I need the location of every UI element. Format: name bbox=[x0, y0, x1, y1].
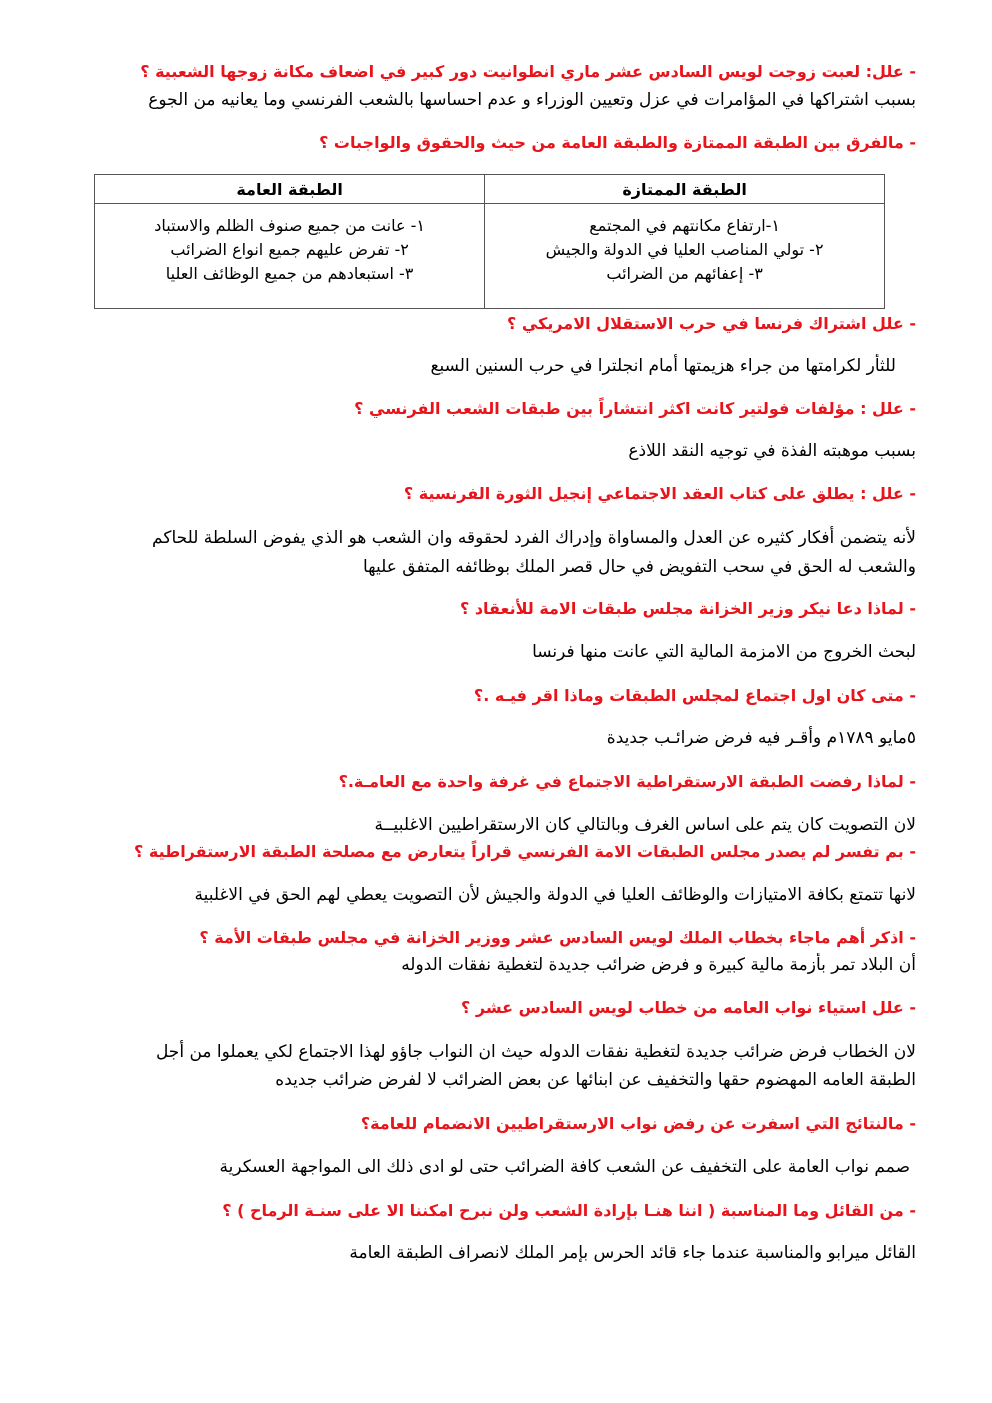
header-common-class: الطبقة العامة bbox=[95, 175, 485, 204]
question-class-difference: - مالفرق بين الطبقة الممتازة والطبقة العامة من حيث والحقوق والواجبات ؟ bbox=[319, 133, 916, 152]
question-necker: - لماذا دعا نيكر وزير الخزانة مجلس طبقات الامة للأنعقاد ؟ bbox=[459, 599, 916, 618]
common-item: ٣- استبعادهم من جميع الوظائف العليا bbox=[165, 264, 414, 283]
question-social-contract: - علل : يطلق على كتاب العقد الاجتماعي إنجيل الثورة الفرنسية ؟ bbox=[403, 484, 916, 503]
answer-social-contract-line-2: والشعب له الحق في سحب التفويض في حال قصر الملك بوظائفه المتفق عليها bbox=[362, 557, 916, 577]
header-privileged-class: الطبقة الممتازة bbox=[485, 175, 885, 204]
question-king-speech: - اذكر أهم ماجاء بخطاب الملك لويس السادس عشر ووزير الخزانة في مجلس طبقات الأمة ؟ bbox=[199, 928, 916, 947]
question-marie-antoinette: - علل: لعبت زوجت لويس السادس عشر ماري انطوانيت دور كبير في اضعاف مكانة زوجها الشعبية ؟ bbox=[140, 62, 916, 81]
answer-voltaire: بسبب موهبته الفذة في توجيه النقد اللاذع bbox=[628, 441, 916, 461]
question-american-war: - علل اشتراك فرنسا في حرب الاستقلال الامريكي ؟ bbox=[507, 314, 916, 333]
answer-necker: لبحث الخروج من الامزمة المالية التي عانت منها فرنسا bbox=[532, 642, 916, 662]
common-class-cell bbox=[95, 204, 485, 309]
class-comparison-table bbox=[94, 174, 885, 309]
answer-quote-speaker: القائل ميرابو والمناسبة عندما جاء قائد الحرس بإمر الملك لانصراف الطبقة العامة bbox=[349, 1243, 916, 1263]
common-item: ٢- تفرض عليهم جميع انواع الضرائب bbox=[170, 240, 409, 259]
question-no-resolution: - بم تفسر لم يصدر مجلس الطبقات الامة الفرنسي قراراً يتعارض مع مصلحة الطبقة الارستقراطية ؟ bbox=[134, 842, 916, 861]
privileged-class-cell bbox=[485, 204, 885, 309]
question-first-meeting: - متى كان اول اجتماع لمجلس الطبقات وماذا اقر فيـه .؟ bbox=[473, 686, 916, 705]
answer-first-meeting: ٥مايو ١٧٨٩م وأقـر فيه فرض ضرائـب جديدة bbox=[606, 728, 916, 748]
privileged-item: ١-ارتفاع مكانتهم في المجتمع bbox=[589, 216, 781, 235]
question-results: - مالنتائج التي اسفرت عن رفض نواب الارستقراطيين الانضمام للعامة؟ bbox=[360, 1114, 916, 1133]
answer-results: صمم نواب العامة على التخفيف عن الشعب كافة الضرائب حتى لو ادى ذلك الى المواجهة العسكرية bbox=[219, 1157, 910, 1177]
question-deputies-discontent: - علل استياء نواب العامه من خطاب لويس السادس عشر ؟ bbox=[461, 998, 916, 1017]
common-item: ١- عانت من جميع صنوف الظلم والاستباد bbox=[154, 216, 425, 235]
answer-deputies-discontent-line-1: لان الخطاب فرض ضرائب جديدة لتغطية نفقات الدوله حيث ان النواب جاؤو لهذا الاجتماع لكي يعملوا من أجل bbox=[155, 1042, 916, 1062]
answer-deputies-discontent-line-2: الطبقة العامه المهضوم حقها والتخفيف عن ابنائها عن بعض الضرائب لا لفرض ضرائب جديده bbox=[275, 1070, 916, 1090]
answer-king-speech: أن البلاد تمر بأزمة مالية كبيرة و فرض ضرائب جديدة لتغطية نفقات الدوله bbox=[401, 955, 916, 975]
privileged-item: ٢- تولي المناصب العليا في الدولة والجيش bbox=[545, 240, 824, 259]
answer-social-contract-line-1: لأنه يتضمن أفكار كثيره عن العدل والمساواة وإدراك الفرد لحقوقه وان الشعب هو الذي يفوض السلطة للحاكم bbox=[152, 528, 916, 548]
answer-marie-antoinette: بسبب اشتراكها في المؤامرات في عزل وتعيين الوزراء و عدم احساسها بالشعب الفرنسي وما يعانيه من الجوع bbox=[148, 90, 916, 110]
question-quote-speaker: - من القائل وما المناسبة ( اننا هنـا بإرادة الشعب ولن نبرح امكننا الا على سنـة الرماح ) ؟ bbox=[222, 1201, 916, 1220]
privileged-item: ٣- إعفائهم من الضرائب bbox=[606, 264, 763, 283]
question-voltaire: - علل : مؤلفات فولتير كانت اكثر انتشاراً بين طبقات الشعب الفرنسي ؟ bbox=[354, 399, 916, 418]
answer-no-resolution: لانها تتمتع بكافة الامتيازات والوظائف العليا في الدولة والجيش لأن التصويت يعطي لهم الحق في الاغلبية bbox=[194, 885, 916, 905]
answer-american-war: للثأر لكرامتها من جراء هزيمتها أمام انجلترا في حرب السنين السبع bbox=[430, 356, 896, 376]
answer-aristocracy-refusal: لان التصويت كان يتم على اساس الغرف وبالتالي كان الارستقراطيين الاغلبيــة bbox=[374, 815, 916, 835]
question-aristocracy-refusal: - لماذا رفضت الطبقة الارستقراطية الاجتماع في غرفة واحدة مع العامـة.؟ bbox=[338, 772, 916, 791]
